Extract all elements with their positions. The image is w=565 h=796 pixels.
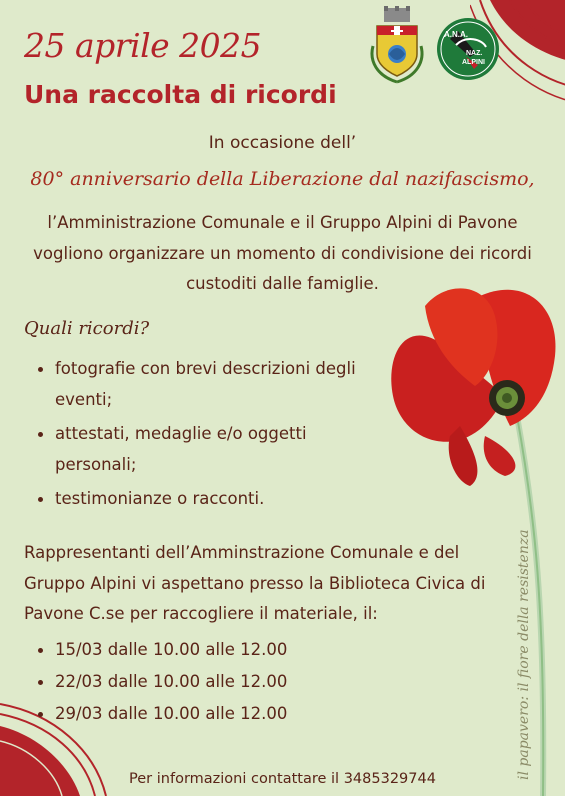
- list-item: testimonianze o racconti.: [24, 484, 364, 515]
- svg-text:ALPINI: ALPINI: [462, 59, 485, 66]
- intro-body: [0, 208, 565, 300]
- list-item: 15/03 dalle 10.00 alle 12.00: [24, 635, 344, 666]
- intro-line: In occasione dell’: [208, 133, 357, 153]
- invitation-text: Rappresentanti dell’Amminstrazione Comunale e del Gruppo Alpini vi aspettano presso la Biblioteca Civica di Pavone C.se per raccogliere il materiale, il:: [24, 543, 486, 623]
- page-title: Una raccolta di ricordi: [24, 80, 337, 109]
- list-item: 29/03 dalle 10.00 alle 12.00: [24, 699, 344, 730]
- svg-text:NAZ.: NAZ.: [466, 50, 483, 57]
- event-date: 25 aprile 2025: [24, 26, 262, 65]
- anniversary-line: 80° anniversario della Liberazione dal nazifascismo,: [30, 168, 535, 190]
- list-item: fotografie con brevi descrizioni degli eventi;: [24, 354, 364, 415]
- list-item: 22/03 dalle 10.00 alle 12.00: [24, 667, 344, 698]
- red-poppy-illustration: [385, 276, 565, 796]
- side-caption: il papavero: il fiore della resistenza: [516, 529, 532, 780]
- alpini-ana-badge-logo: [436, 17, 500, 81]
- memories-heading: Quali ricordi?: [24, 318, 150, 339]
- memories-list: [24, 354, 364, 519]
- intro-body-text: l’Amministrazione Comunale e il Gruppo Alpini di Pavone vogliono organizzare un momento di condivisione dei ricordi custoditi dalle famiglie.: [33, 213, 532, 293]
- svg-text:A.N.A.: A.N.A.: [444, 30, 468, 39]
- pavone-coat-of-arms-logo: [367, 6, 427, 86]
- list-item: attestati, medaglie e/o oggetti personali;: [24, 419, 364, 480]
- contact-info: Per informazioni contattare il 3485329744: [129, 771, 436, 787]
- dates-list: [24, 635, 344, 731]
